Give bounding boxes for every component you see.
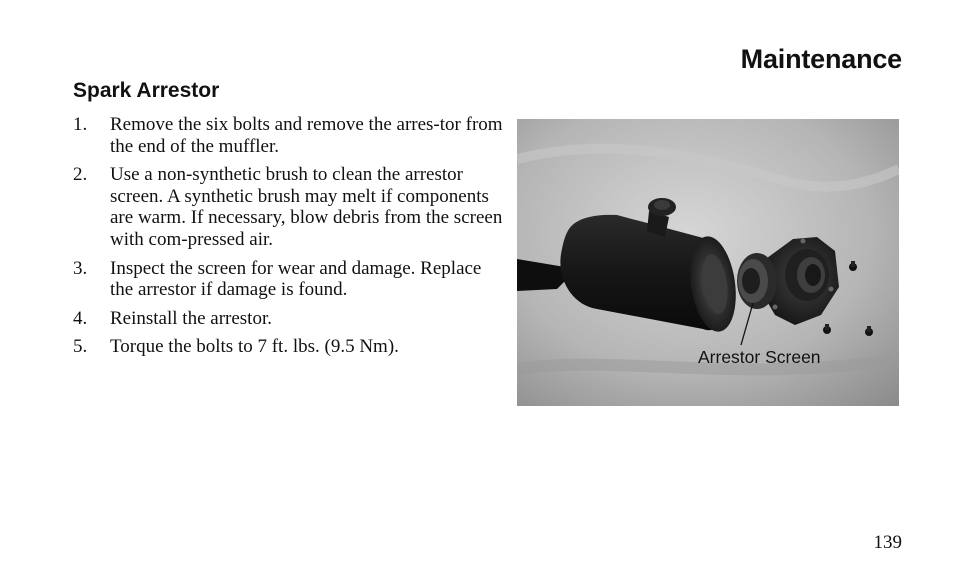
step-text: Use a non-synthetic brush to clean the arrestor screen. A synthetic brush may melt if components are warm. If necessary, blow debris from the screen with com-pressed air. — [110, 164, 503, 250]
section-title: Maintenance — [740, 44, 902, 74]
step-number: 2. — [73, 164, 88, 186]
step-text: Remove the six bolts and remove the arres-tor from the end of the muffler. — [110, 114, 503, 157]
step-number: 3. — [73, 257, 88, 279]
step-5 — [73, 336, 503, 358]
page-number: 139 — [873, 532, 902, 553]
step-text: Inspect the screen for wear and damage. Replace the arrestor if damage is found. — [110, 257, 482, 301]
step-3 — [73, 258, 503, 301]
spark-arrestor-photo — [517, 119, 899, 406]
step-number: 4. — [73, 307, 88, 329]
step-text: Torque the bolts to 7 ft. lbs. (9.5 Nm). — [110, 336, 399, 358]
step-number: 5. — [73, 336, 88, 358]
procedure-steps — [73, 114, 503, 365]
step-2 — [73, 164, 503, 250]
step-text: Reinstall the arrestor. — [110, 307, 272, 329]
section-heading: Spark Arrestor — [73, 79, 220, 102]
step-number: 1. — [73, 114, 88, 135]
step-4 — [73, 308, 503, 330]
callout-label: Arrestor Screen — [698, 347, 821, 367]
step-1 — [73, 114, 503, 157]
